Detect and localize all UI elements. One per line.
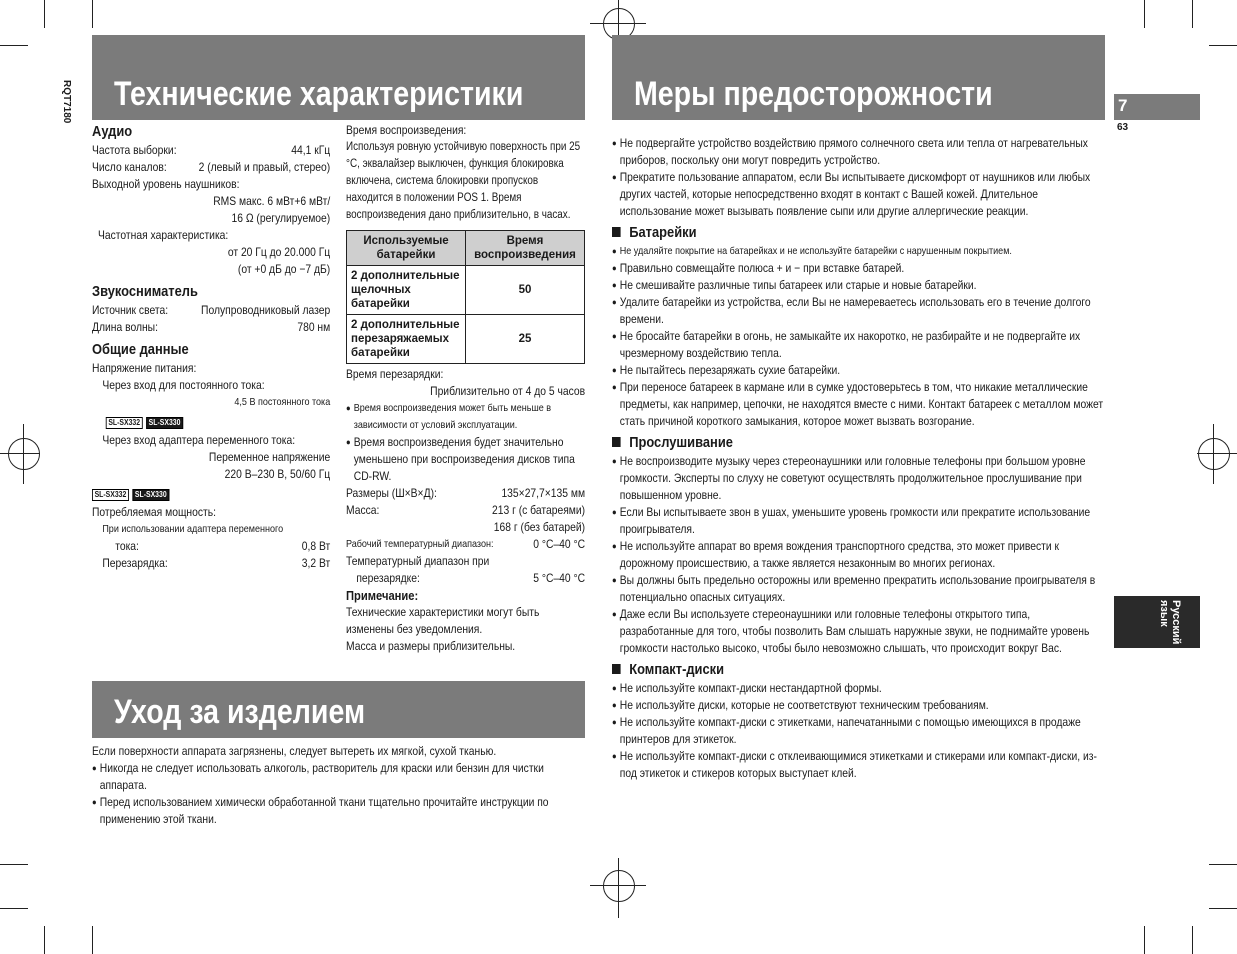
- spec-value: от 20 Гц до 20.000 Гц: [227, 245, 331, 259]
- crop-mark: [92, 926, 93, 954]
- battery-bullet: ● Не пытайтесь перезаряжать сухие батарейки.: [612, 362, 1105, 379]
- pickup-heading: Звукосниматель: [92, 283, 198, 300]
- spec-label: Через вход адаптера переменного тока:: [102, 433, 296, 447]
- registration-mark-right: [1198, 438, 1230, 470]
- crop-mark: [92, 0, 93, 28]
- model-badges: [92, 413, 330, 430]
- precautions-banner: [612, 35, 1105, 120]
- crop-mark: [1144, 0, 1145, 28]
- table-cell: 2 дополнительные перезаряжаемых батарейки: [347, 315, 466, 364]
- registration-line: [590, 23, 646, 24]
- table-cell: 2 дополнительные щелочных батарейки: [347, 266, 466, 315]
- care-bullet: ● Перед использованием химически обработанной ткани тщательно прочитайте инструкции по применению этой ткани.: [92, 794, 582, 828]
- general-heading: Общие данные: [92, 341, 189, 358]
- spec-value: RMS макс. 6 мВт+6 мВт/: [213, 194, 331, 208]
- registration-line: [618, 858, 619, 918]
- spec-row: тока: 0,8 Вт: [115, 539, 331, 553]
- table-row: [347, 266, 585, 315]
- specs-column-1: [92, 122, 330, 572]
- model-badge: SL-SX330: [146, 417, 183, 429]
- care-banner: [92, 681, 585, 738]
- square-bullet-icon: [612, 664, 621, 674]
- care-intro: Если поверхности аппарата загрязнены, следует вытереть их мягкой, сухой тканью.: [92, 744, 497, 758]
- spec-row: Число каналов: 2 (левый и правый, стерео): [92, 160, 331, 174]
- listening-bullet: ● Если Вы испытываете звон в ушах, уменьшите уровень громкости или прекратите использование проигрывателя.: [612, 504, 1105, 538]
- registration-line: [0, 453, 40, 454]
- note-bullet: ● Время воспроизведения будет значительно уменьшено при воспроизведения дисков типа CD-RW.: [346, 434, 585, 485]
- cd-bullet: ● Не используйте диски, которые не соответствуют техническим требованиям.: [612, 697, 1105, 714]
- spec-row: Источник света: Полупроводниковый лазер: [92, 303, 331, 317]
- spec-row: Масса: 213 г (с батареями): [346, 503, 586, 517]
- page-number-tab: [1114, 94, 1200, 120]
- precautions-column: [612, 135, 1105, 782]
- listening-heading: Прослушивание: [612, 433, 1105, 453]
- table-header-row: [347, 231, 585, 266]
- spec-label: Выходной уровень наушников:: [92, 177, 240, 191]
- crop-mark: [1144, 926, 1145, 954]
- batteries-heading: Батарейки: [612, 223, 1105, 243]
- table-header: Время воспроизведения: [466, 231, 585, 266]
- registration-mark-left: [8, 438, 40, 470]
- care-title: Уход за изделием: [114, 693, 366, 731]
- crop-mark: [1209, 45, 1237, 46]
- spec-row: Частота выборки: 44,1 кГц: [92, 143, 331, 157]
- battery-bullet: ● Удалите батарейки из устройства, если Вы не намереваетесь использовать его в течение долгого времени.: [612, 294, 1105, 328]
- spec-value: (от +0 дБ до −7 дБ): [237, 262, 331, 276]
- spec-label: Температурный диапазон при: [346, 554, 490, 568]
- model-badges: [92, 485, 330, 502]
- playback-label: Время воспроизведения:: [346, 123, 467, 137]
- tech-specs-banner: [92, 35, 585, 120]
- battery-table: [346, 230, 585, 364]
- cd-bullet: ● Не используйте компакт-диски с отклеивающимися этикетками и стикерами или компакт-диски, из-под этикеток и стикеров которых выступает клей.: [612, 748, 1105, 782]
- care-bullet: ● Никогда не следует использовать алкоголь, растворитель для краски или бензин для чистки аппарата.: [92, 760, 582, 794]
- registration-line: [1213, 424, 1214, 484]
- spec-label: При использовании адаптера переменного: [102, 523, 284, 535]
- crop-mark: [1192, 926, 1193, 954]
- listening-bullet: ● Даже если Вы используете стереонаушники или головные телефоны открытого типа, разработанные для того, чтобы позволить Вам слышать наружные звуки, не поднимайте уровень громкости настолько высоко, чтобы было невозможно слышать, что происходит вокруг Вас.: [612, 606, 1105, 657]
- model-badge: SL-SX330: [132, 489, 169, 501]
- table-cell: 50: [466, 266, 585, 315]
- page-number: 7: [1118, 96, 1128, 115]
- spec-row: Рабочий температурный диапазон: 0 °С–40 °С: [346, 537, 586, 551]
- spec-value: Переменное напряжение: [208, 450, 331, 464]
- note-text: Масса и размеры приблизительны.: [346, 639, 516, 653]
- precaution-bullet: ● Не подвергайте устройство воздействию прямого солнечного света или тепла от нагревательных приборов, поскольку они могут повредить устройство.: [612, 135, 1105, 169]
- listening-bullet: ● Не используйте аппарат во время вождения транспортного средства, это может привести к дорожному происшествию, а также является незаконным во многих регионах.: [612, 538, 1105, 572]
- registration-line: [23, 424, 24, 484]
- crop-mark: [0, 864, 28, 865]
- registration-line: [590, 885, 646, 886]
- crop-mark: [0, 45, 28, 46]
- precautions-title: Меры предосторожности: [634, 75, 993, 113]
- registration-line: [1197, 453, 1237, 454]
- square-bullet-icon: [612, 227, 621, 237]
- recharge-time-value: Приблизительно от 4 до 5 часов: [430, 384, 586, 398]
- model-badge: SL-SX332: [106, 417, 143, 429]
- table-header: Используемые батарейки: [347, 231, 466, 266]
- crop-mark: [44, 0, 45, 28]
- crop-mark: [1209, 864, 1237, 865]
- note-bullet: ● Время воспроизведения может быть меньше в зависимости от условий эксплуатации.: [346, 400, 585, 434]
- battery-bullet: ● Не бросайте батарейки в огонь, не замыкайте их накоротко, не разбирайте и не подвергайте их чрезмерному воздействию тепла.: [612, 328, 1105, 362]
- tech-specs-title: Технические характеристики: [114, 75, 524, 113]
- document-code: RQT7180: [61, 80, 72, 124]
- table-cell: 25: [466, 315, 585, 364]
- spec-row: Длина волны: 780 нм: [92, 320, 331, 334]
- cd-bullet: ● Не используйте компакт-диски с этикетками, напечатанными с помощью имеющихся в продаже принтеров для этикеток.: [612, 714, 1105, 748]
- cd-bullet: ● Не используйте компакт-диски нестандартной формы.: [612, 680, 1105, 697]
- listening-bullet: ● Не воспроизводите музыку через стереонаушники или головные телефоны при большом уровне громкости. Эксперты по слуху не советуют осуществлять продолжительное прослушивание при повышенном уровне.: [612, 453, 1105, 504]
- page-subnumber: 63: [1117, 122, 1129, 133]
- crop-mark: [1209, 908, 1237, 909]
- spec-value: 16 Ω (регулируемое): [231, 211, 331, 225]
- spec-row: перезарядке: 5 °С–40 °С: [356, 571, 586, 585]
- language-tab[interactable]: [1114, 596, 1200, 648]
- cd-heading: Компакт-диски: [612, 660, 1105, 680]
- recharge-time-label: Время перезарядки:: [346, 367, 444, 381]
- spec-value: 168 г (без батарей): [493, 520, 586, 534]
- spec-label: Через вход для постоянного тока:: [102, 378, 265, 392]
- spec-label: Напряжение питания:: [92, 361, 197, 375]
- spec-row: Размеры (Ш×В×Д): 135×27,7×135 мм: [346, 486, 586, 500]
- crop-mark: [44, 926, 45, 954]
- battery-bullet: ● Не удаляйте покрытие на батарейках и не используйте батарейки с нарушенным покрытием.: [612, 243, 1105, 260]
- crop-mark: [1192, 0, 1193, 28]
- battery-bullet: ● При переносе батареек в кармане или в сумке удостоверьтесь в том, что никакие металлические предметы, как например, цепочки, не находятся вместе с ними. Контакт батареек с металлом может стать причиной короткого замыкания, которое может вызвать возгорание.: [612, 379, 1105, 430]
- battery-bullet: ● Не смешивайте различные типы батареек или старые и новые батарейки.: [612, 277, 1105, 294]
- spec-value: 4,5 В постоянного тока: [234, 396, 331, 408]
- spec-label: Потребляемая мощность:: [92, 505, 217, 519]
- spec-value: 220 В–230 В, 50/60 Гц: [224, 467, 331, 481]
- table-row: [347, 315, 585, 364]
- language-label: Русский язык: [1158, 600, 1182, 645]
- model-badge: SL-SX332: [92, 489, 129, 501]
- listening-bullet: ● Вы должны быть предельно осторожны или временно прекратить использование проигрывателя в потенциально опасных ситуациях.: [612, 572, 1105, 606]
- spec-row: Перезарядка: 3,2 Вт: [102, 556, 331, 570]
- square-bullet-icon: [612, 437, 621, 447]
- registration-mark-bottom: [603, 870, 635, 902]
- spec-label: Частотная характеристика:: [98, 228, 229, 242]
- care-section: [92, 743, 585, 828]
- crop-mark: [0, 908, 28, 909]
- battery-bullet: ● Правильно совмещайте полюса + и − при вставке батарей.: [612, 260, 1105, 277]
- audio-heading: Аудио: [92, 123, 133, 140]
- note-text: Технические характеристики могут быть изменены без уведомления.: [346, 605, 540, 636]
- note-heading: Примечание:: [346, 588, 419, 603]
- specs-column-2: [346, 122, 585, 655]
- precaution-bullet: ● Прекратите пользование аппаратом, если Вы испытываете дискомфорт от наушников или любых других частей, которые непосредственно входят в контакт с Вашей кожей. Длительное использование может вызывать появление сыпи или другие аллергические реакции.: [612, 169, 1105, 220]
- playback-description: Используя ровную устойчивую поверхность при 25 °С, эквалайзер выключен, функция блокировка включена, система блокировки пропусков находится в положении POS 1. Время воспроизведения дано приблизительно, в часах.: [346, 141, 581, 221]
